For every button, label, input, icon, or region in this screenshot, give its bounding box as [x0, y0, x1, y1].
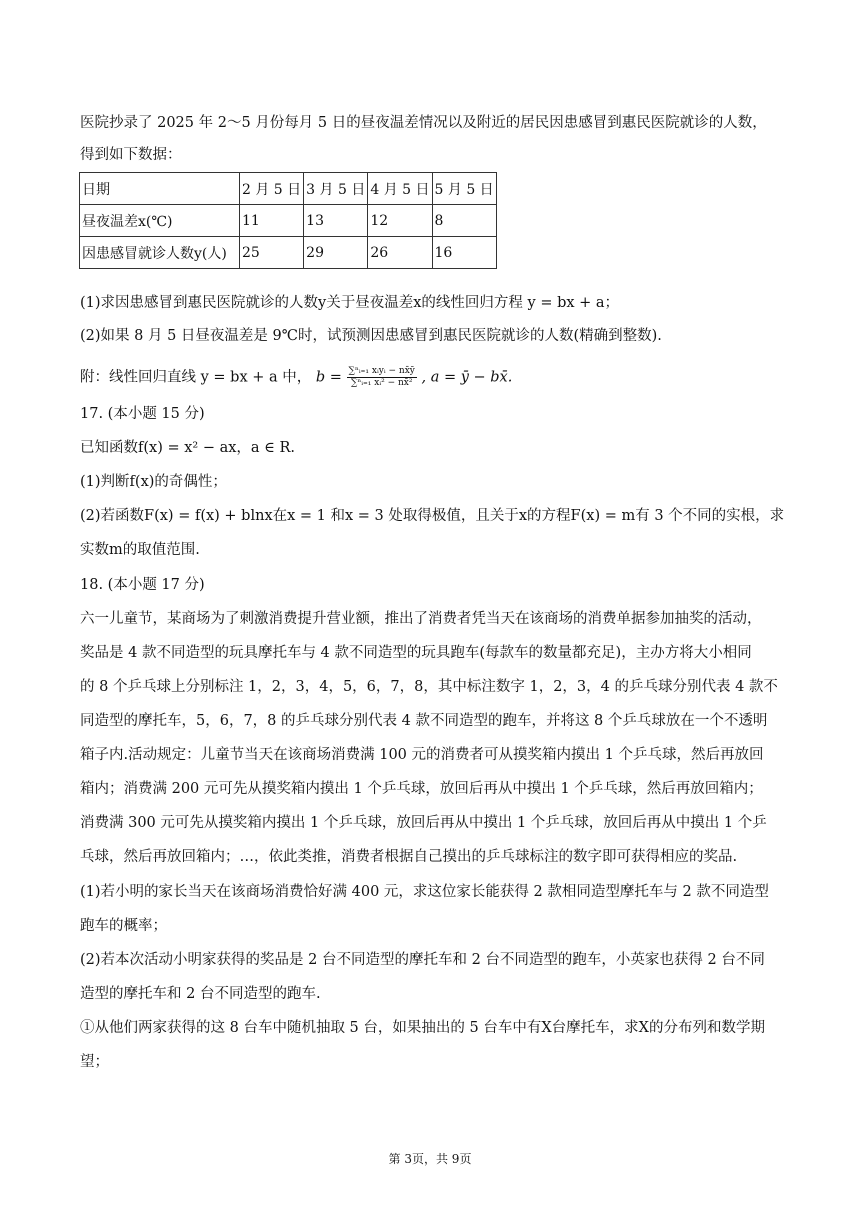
- intro-text-line1: 医院抄录了 2025 年 2～5 月份每月 5 日的昼夜温差情况以及附近的居民因患感冒到惠民医院就诊的人数，: [80, 115, 767, 131]
- table-cell: 25: [240, 237, 304, 269]
- q18-title: 18. (本小题 17 分): [80, 577, 205, 593]
- q17-part2-line1: (2)若函数F(x) = f(x) + blnx在x = 1 和x = 3 处取得极值，且关于x的方程F(x) = m有 3 个不同的实根，求: [80, 508, 785, 524]
- table-cell: 因患感冒就诊人数y(人): [80, 237, 240, 269]
- table-row: [80, 237, 497, 269]
- q18-text-line: 消费满 300 元可先从摸奖箱内摸出 1 个乒乓球，放回后再从中摸出 1 个乒乓球，放回后再从中摸出 1 个乒: [80, 815, 767, 831]
- q18-text-line: 奖品是 4 款不同造型的玩具摩托车与 4 款不同造型的玩具跑车(每款车的数量都充足)，主办方将大小相同: [80, 645, 752, 661]
- q16-formula-denominator: ∑ⁿᵢ₌₁ xᵢ² − nx̄²: [350, 378, 413, 388]
- q18-text-line: 箱内；消费满 200 元可先从摸奖箱内摸出 1 个乒乓球，放回后再从中摸出 1 个乒乓球，然后再放回箱内；: [80, 781, 763, 797]
- q16-formula-a: , a = ȳ − bx̄.: [421, 369, 513, 386]
- table-cell: 11: [240, 205, 304, 237]
- q16-part2: (2)如果 8 月 5 日昼夜温差是 9℃时，试预测因患感冒到惠民医院就诊的人数(精确到整数).: [80, 328, 662, 344]
- q16-part1: (1)求因患感冒到惠民医院就诊的人数y关于昼夜温差x的线性回归方程 y = bx + a；: [80, 295, 620, 311]
- table-header-cell: 4 月 5 日: [368, 173, 432, 205]
- table-header-cell: 日期: [80, 173, 240, 205]
- table-cell: 12: [368, 205, 432, 237]
- q18-text-line: 六一儿童节，某商场为了刺激消费提升营业额，推出了消费者凭当天在该商场的消费单据参加抽奖的活动，: [80, 611, 762, 627]
- q16-note: [80, 366, 780, 389]
- data-table: [79, 172, 497, 269]
- table-cell: 26: [368, 237, 432, 269]
- q18-part2a-line1: ①从他们两家获得的这 8 台车中随机抽取 5 台，如果抽出的 5 台车中有X台摩托车，求X的分布列和数学期: [80, 1020, 765, 1036]
- table-cell: 16: [432, 237, 496, 269]
- q16-formula-numerator: ∑ⁿᵢ₌₁ xᵢyᵢ − nx̄ȳ: [348, 366, 415, 376]
- table-cell: 29: [304, 237, 368, 269]
- q18-text-line: 乓球，然后再放回箱内；…，依此类推，消费者根据自己摸出的乒乓球标注的数字即可获得相应的奖品.: [80, 849, 738, 865]
- q18-text-line: 的 8 个乒乓球上分别标注 1，2，3，4，5，6，7，8，其中标注数字 1，2，3，4 的乒乓球分别代表 4 款不: [80, 679, 778, 695]
- q18-part2-line2: 造型的摩托车和 2 台不同造型的跑车.: [80, 986, 321, 1002]
- q18-text-line: 同造型的摩托车，5，6，7，8 的乒乓球分别代表 4 款不同造型的跑车，并将这 8 个乒乓球放在一个不透明: [80, 713, 768, 729]
- q18-part1-line2: 跑车的概率；: [80, 918, 167, 934]
- q16-note-prefix: 附：线性回归直线 y = bx + a 中，: [80, 369, 312, 386]
- table-row: [80, 205, 497, 237]
- table-cell: 昼夜温差x(℃): [80, 205, 240, 237]
- table-cell: 8: [432, 205, 496, 237]
- table-header-row: [80, 173, 497, 205]
- q17-given: 已知函数f(x) = x² − ax，a ∈ R.: [80, 440, 296, 456]
- q16-formula-b-lhs: b =: [315, 369, 342, 386]
- intro-text-line2: 得到如下数据：: [80, 147, 182, 163]
- q18-text-line: 箱子内.活动规定：儿童节当天在该商场消费满 100 元的消费者可从摸奖箱内摸出 1 个乒乓球，然后再放回: [80, 747, 764, 763]
- q18-part2-line1: (2)若本次活动小明家获得的奖品是 2 台不同造型的摩托车和 2 台不同造型的跑车，小英家也获得 2 台不同: [80, 952, 765, 968]
- q16-formula-fraction: [347, 366, 417, 389]
- q18-part1-line1: (1)若小明的家长当天在该商场消费恰好满 400 元，求这位家长能获得 2 款相同造型摩托车与 2 款不同造型: [80, 884, 769, 900]
- q17-part1: (1)判断f(x)的奇偶性；: [80, 474, 227, 490]
- page-footer: 第 3页，共 9页: [388, 1152, 472, 1166]
- q18-part2a-line2: 望；: [80, 1054, 109, 1070]
- q17-part2-line2: 实数m的取值范围.: [80, 542, 200, 558]
- table-cell: 13: [304, 205, 368, 237]
- q17-title: 17. (本小题 15 分): [80, 406, 205, 422]
- table-header-cell: 2 月 5 日: [240, 173, 304, 205]
- table-header-cell: 5 月 5 日: [432, 173, 496, 205]
- table-header-cell: 3 月 5 日: [304, 173, 368, 205]
